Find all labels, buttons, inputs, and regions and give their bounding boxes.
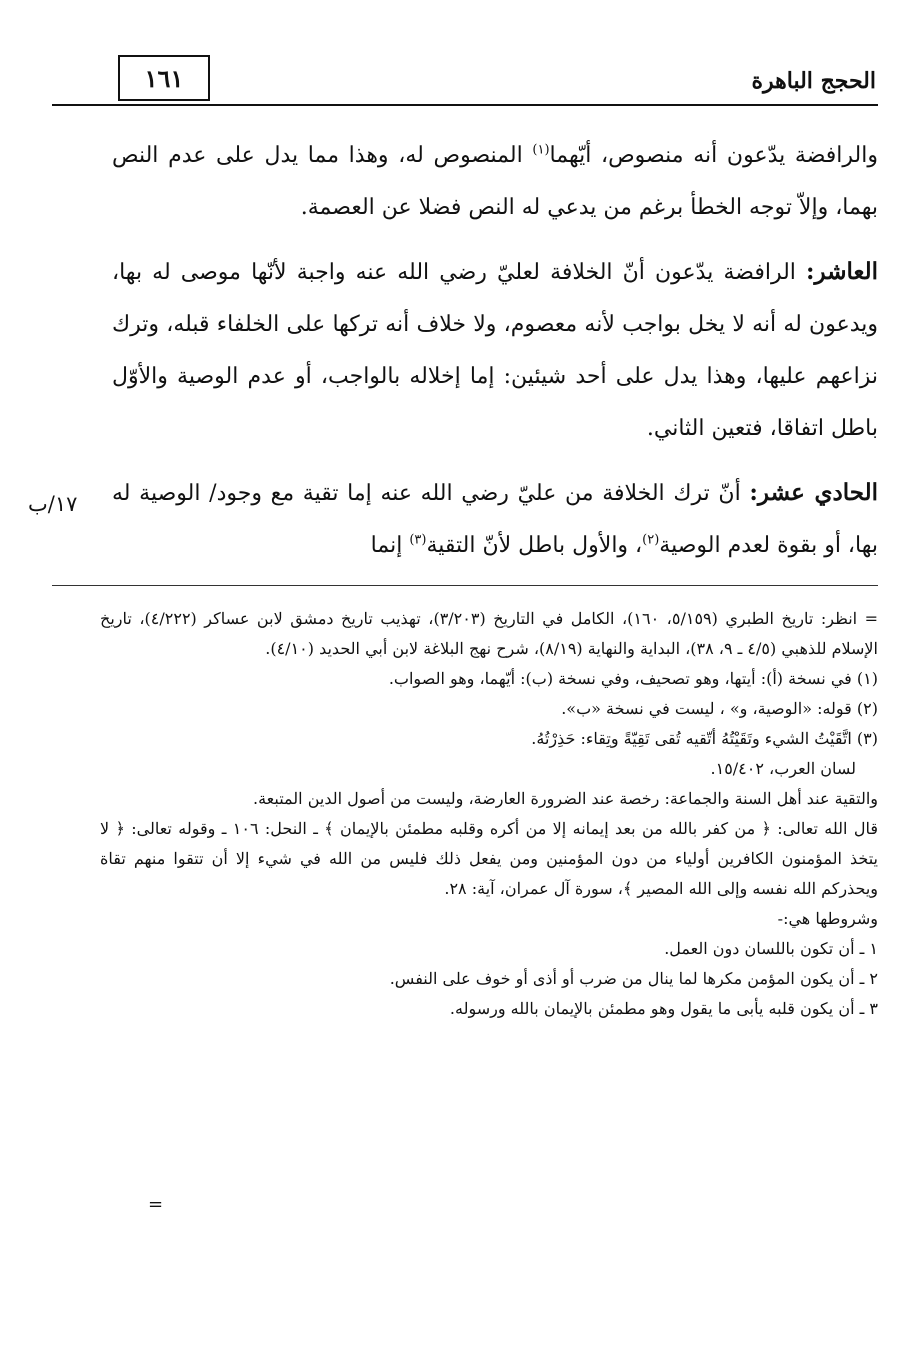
condition-item-3: ٣ ـ أن يكون قلبه يأبى ما يقول وهو مطمئن بالإيمان بالله ورسوله. — [449, 999, 878, 1018]
footnote-3: (٣) اتَّقَيْتُ الشيء وتَقَيْتُهُ أتّقيه تُقى تَقِيّةً وتِقاء: حَذِرْتُهُ. — [531, 729, 878, 748]
continuation-mark: = — [148, 1194, 164, 1215]
footnote-ref-1: (١) — [532, 142, 550, 158]
footnote-ref-2: (٢) — [642, 532, 660, 548]
margin-folio-note: ١٧/ب — [28, 492, 78, 516]
footnote-3-source: لسان العرب، ١٥/٤٠٢. — [710, 759, 856, 778]
paragraph-1: والرافضة يدّعون أنه منصوص، أيّهما$^{(١)}$ المنصوص له، وهذا مما يدل على عدم النص بهما، وإلاّ توجه الخطأ برغم من يدعي له النص فضلا عن العصمة. — [112, 142, 878, 220]
paragraph-2-lead: العاشر: — [806, 258, 878, 285]
book-title: الحجج الباهرة — [751, 68, 876, 94]
paragraph-2: العاشر: الرافضة يدّعون أنّ الخلافة لعليّ رضي الله عنه واجبة لأنّها موصى له بها، ويدعون له أنه لا يخل بواجب لأنه معصوم، ولا خلاف أنه تركها على الخلفاء قبله، وترك نزاعهم عليها، وهذا يدل على أحد شيئين: إما إخلاله بالواجب، أو عدم الوصية والأوّل باطل اتفاقا، فتعين الثاني. — [112, 258, 878, 441]
footnote-3-conditions-heading: وشروطها هي:- — [777, 909, 878, 928]
footnote-separator — [52, 585, 878, 586]
footnotes — [100, 604, 878, 1024]
page-number-box — [118, 55, 210, 101]
condition-item-2: ٢ ـ أن يكون المؤمن مكرها لما ينال من ضرب أو أذى أو خوف على النفس. — [389, 969, 878, 988]
paragraph-3: الحادي عشر: أنّ ترك الخلافة من عليّ رضي الله عنه إما تقية مع وجود/ الوصية له بها، أو بقوة لعدم الوصية$^{(٢)}$، والأول باطل لأنّ التقية$^{(٣)}$ إنما — [112, 479, 879, 558]
paragraph-3-lead: الحادي عشر: — [749, 479, 879, 506]
header-rule — [52, 104, 878, 106]
condition-item-1: ١ ـ أن تكون باللسان دون العمل. — [664, 939, 878, 958]
page-number: ١٦١ — [144, 63, 184, 93]
footnote-continuation: = انظر: تاريخ الطبري (٥/١٥٩، ١٦٠)، الكامل في التاريخ (٣/٢٠٣)، تهذيب تاريخ دمشق لابن عساكر (٤/٢٢٢)، تاريخ الإسلام للذهبي (٤/٥ ـ ٩، ٣٨)، البداية والنهاية (٨/١٩)، شرح نهج البلاغة لابن أبي الحديد (٤/١٠). — [100, 609, 879, 658]
footnote-1: (١) في نسخة (أ): أيتها، وهو تصحيف، وفي نسخة (ب): أيّهما، وهو الصواب. — [388, 669, 878, 688]
main-text — [112, 130, 878, 584]
footnote-3-verses: قال الله تعالى: ﴿ من كفر بالله من بعد إيمانه إلا من أكره وقلبه مطمئن بالإيمان ﴾ ـ النحل: ١٠٦ ـ وقوله تعالى: ﴿ لا يتخذ المؤمنون الكافرين أولياء من دون المؤمنين ومن يفعل ذلك فليس من الله في شيء إلا أن تتقوا منهم تقاة ويحذركم الله نفسه وإلى الله المصير ﴾، سورة آل عمران، آية: ٢٨. — [100, 819, 878, 898]
footnote-ref-3: (٣) — [409, 532, 427, 548]
footnote-3-definition: والتقية عند أهل السنة والجماعة: رخصة عند الضرورة العارضة، وليست من أصول الدين المتبعة. — [253, 789, 878, 808]
footnote-2: (٢) قوله: «الوصية، و» ، ليست في نسخة «ب». — [561, 699, 878, 718]
